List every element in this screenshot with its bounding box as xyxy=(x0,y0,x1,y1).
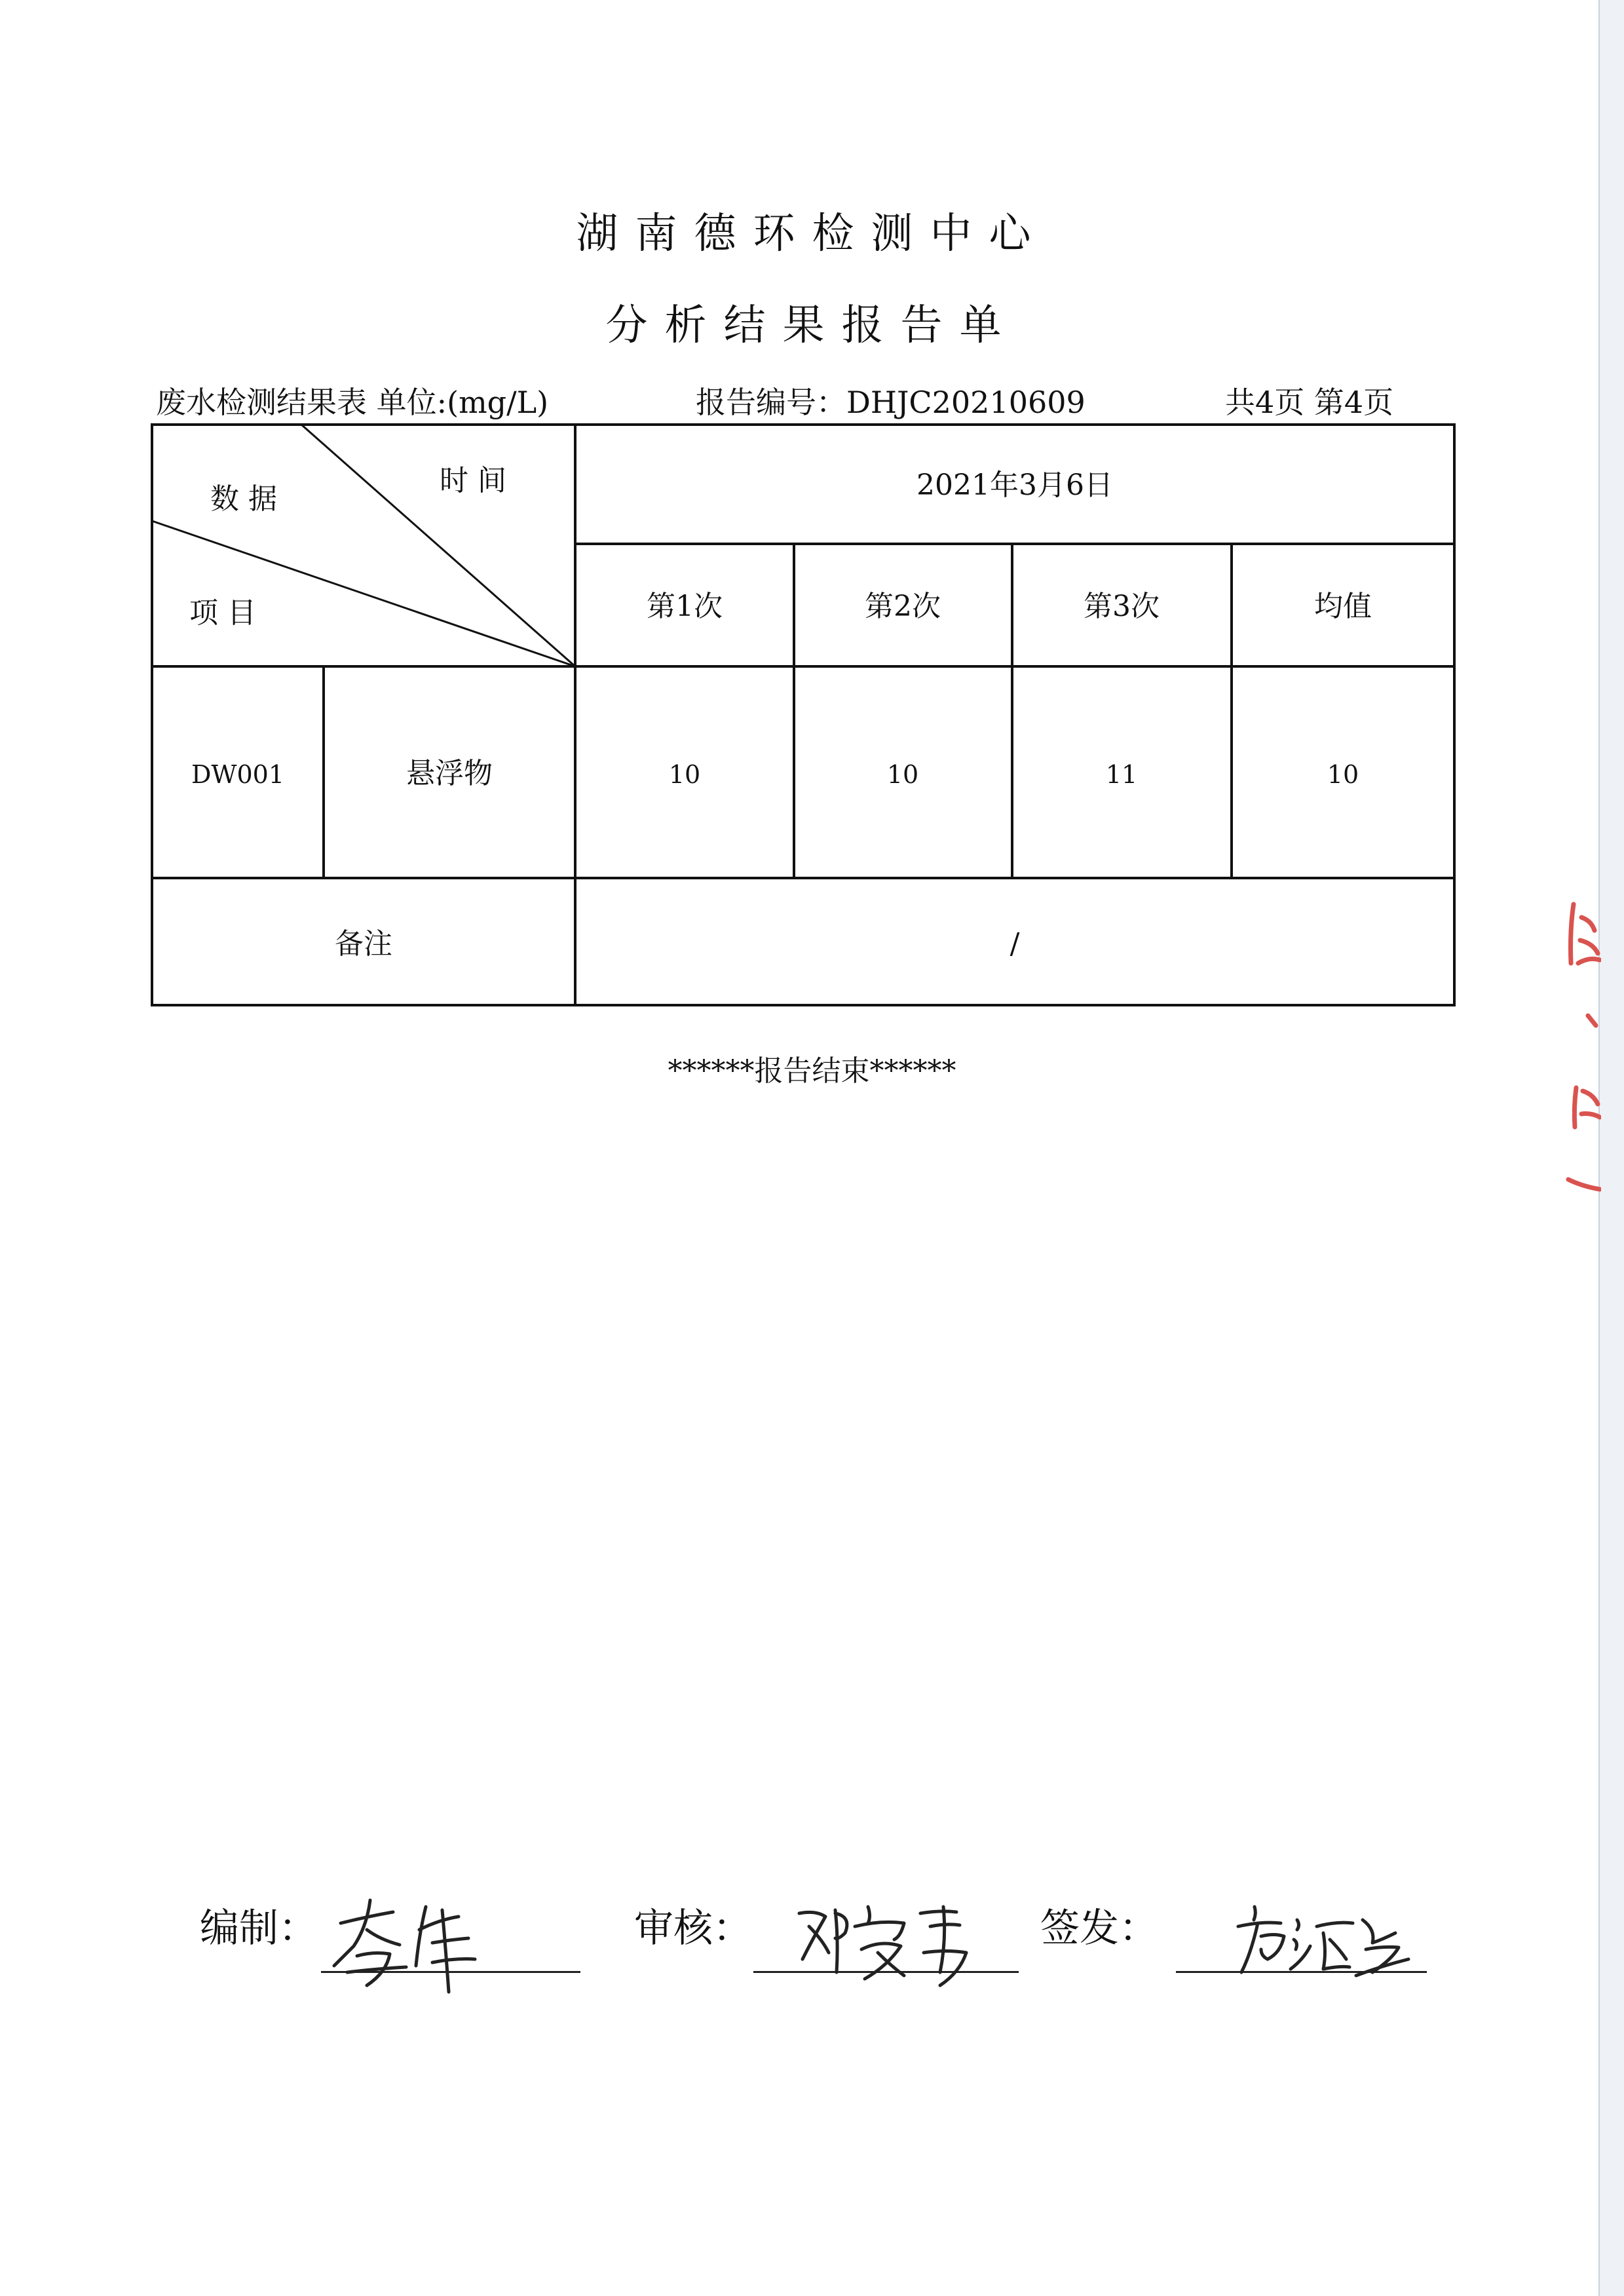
col-header-3: 第3次 xyxy=(1084,590,1160,623)
results-table xyxy=(0,0,1624,1048)
row-value-2: 10 xyxy=(886,760,919,789)
compiled-signature xyxy=(328,1894,498,2005)
row-value-1: 10 xyxy=(668,760,701,789)
page-info: 共4页 第4页 xyxy=(1225,385,1394,420)
remark-value: / xyxy=(1010,927,1020,961)
table-grid xyxy=(152,425,1454,1005)
row-item-name: 悬浮物 xyxy=(406,757,493,790)
row-value-mean: 10 xyxy=(1327,760,1359,789)
row-point-id: DW001 xyxy=(191,760,285,789)
col-header-1: 第1次 xyxy=(647,590,723,623)
corner-diagonals xyxy=(152,425,575,666)
report-end-marker: ******报告结束****** xyxy=(668,1054,956,1088)
corner-item-label: 项 目 xyxy=(189,596,256,630)
table-label: 废水检测结果表 单位:(mg/L) xyxy=(156,385,549,420)
issued-by-label: 签发： xyxy=(1040,1905,1158,1951)
corner-data-label: 数 据 xyxy=(210,482,277,516)
org-name: 湖南德环检测中心 xyxy=(576,210,1048,258)
compiled-by-label: 编制： xyxy=(200,1905,318,1951)
corner-time-label: 时 间 xyxy=(440,464,506,497)
col-header-mean: 均值 xyxy=(1314,590,1372,623)
row-value-3: 11 xyxy=(1105,760,1138,789)
reviewed-by-label: 审核： xyxy=(634,1905,752,1951)
date-header: 2021年3月6日 xyxy=(916,469,1113,502)
issued-signature xyxy=(1232,1894,1415,1985)
red-seal-fragment xyxy=(1562,891,1601,1199)
doc-title: 分析结果报告单 xyxy=(605,301,1019,350)
col-header-2: 第2次 xyxy=(865,590,941,623)
reviewed-signature xyxy=(789,1887,986,1992)
report-number: 报告编号：DHJC20210609 xyxy=(696,385,1086,420)
remark-label: 备注 xyxy=(335,927,392,961)
